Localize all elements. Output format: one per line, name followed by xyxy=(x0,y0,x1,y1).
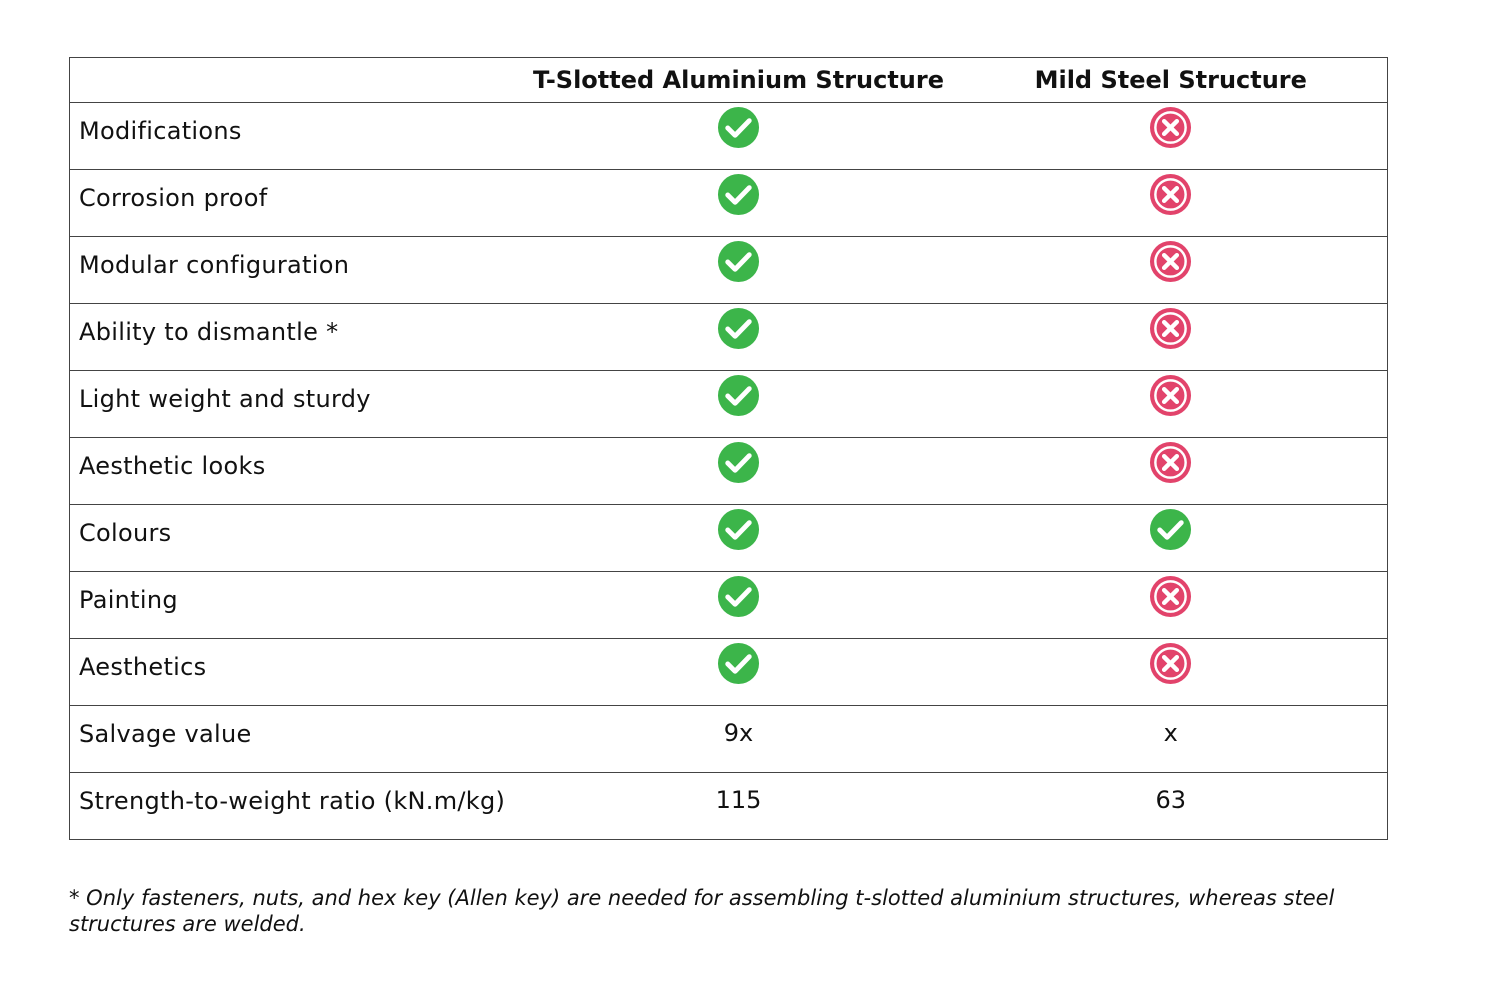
check-icon xyxy=(717,508,760,551)
aluminium-cell xyxy=(523,572,955,639)
table-body xyxy=(70,103,1388,840)
steel-cell xyxy=(955,639,1388,706)
table-row xyxy=(70,304,1388,371)
steel-value: x xyxy=(1163,719,1178,747)
steel-cell xyxy=(955,237,1388,304)
cross-icon xyxy=(1149,240,1192,283)
feature-label: Modular configuration xyxy=(70,232,523,299)
feature-label: Light weight and sturdy xyxy=(70,366,523,433)
steel-cell xyxy=(955,438,1388,505)
aluminium-cell xyxy=(523,103,955,170)
aluminium-value: 9x xyxy=(723,719,754,747)
aluminium-cell xyxy=(523,505,955,572)
aluminium-cell xyxy=(523,371,955,438)
feature-label: Colours xyxy=(70,500,523,567)
check-icon xyxy=(717,575,760,618)
feature-label: Aesthetics xyxy=(70,634,523,701)
check-icon xyxy=(717,240,760,283)
header-row xyxy=(70,58,1388,103)
steel-cell xyxy=(955,371,1388,438)
aluminium-cell xyxy=(523,639,955,706)
table-row xyxy=(70,371,1388,438)
steel-cell xyxy=(955,103,1388,170)
aluminium-value: 115 xyxy=(715,786,762,814)
aluminium-cell xyxy=(523,438,955,505)
table-row xyxy=(70,773,1388,840)
steel-cell xyxy=(955,304,1388,371)
steel-cell xyxy=(955,505,1388,572)
comparison-table xyxy=(69,57,1388,840)
feature-label: Modifications xyxy=(70,98,523,165)
cross-icon xyxy=(1149,307,1192,350)
steel-cell xyxy=(955,572,1388,639)
cross-icon xyxy=(1149,173,1192,216)
header-aluminium: T-Slotted Aluminium Structure xyxy=(523,58,955,103)
aluminium-cell xyxy=(523,237,955,304)
feature-label: Corrosion proof xyxy=(70,165,523,232)
cross-icon xyxy=(1149,575,1192,618)
table-row xyxy=(70,505,1388,572)
aluminium-cell xyxy=(523,304,955,371)
check-icon xyxy=(717,374,760,417)
steel-cell xyxy=(955,170,1388,237)
header-steel: Mild Steel Structure xyxy=(955,58,1388,103)
table-row xyxy=(70,572,1388,639)
table-row xyxy=(70,706,1388,773)
header-feature xyxy=(70,58,523,103)
table-row xyxy=(70,438,1388,505)
feature-label: Painting xyxy=(70,567,523,634)
cross-icon xyxy=(1149,374,1192,417)
feature-label: Salvage value xyxy=(70,701,523,768)
footnote: * Only fasteners, nuts, and hex key (Allen key) are needed for assembling t-slotted aluminium structures, whereas steel structures are welded. xyxy=(69,886,1335,936)
aluminium-cell xyxy=(523,706,955,773)
check-icon xyxy=(717,106,760,149)
table-row xyxy=(70,639,1388,706)
steel-value: 63 xyxy=(1155,786,1187,814)
check-icon xyxy=(1149,508,1192,551)
cross-icon xyxy=(1149,106,1192,149)
feature-label: Strength-to-weight ratio (kN.m/kg) xyxy=(70,768,523,835)
feature-label: Aesthetic looks xyxy=(70,433,523,500)
table-row xyxy=(70,103,1388,170)
steel-cell xyxy=(955,706,1388,773)
steel-cell xyxy=(955,773,1388,840)
check-icon xyxy=(717,642,760,685)
cross-icon xyxy=(1149,642,1192,685)
cross-icon xyxy=(1149,441,1192,484)
table-row xyxy=(70,170,1388,237)
aluminium-cell xyxy=(523,170,955,237)
aluminium-cell xyxy=(523,773,955,840)
table-row xyxy=(70,237,1388,304)
check-icon xyxy=(717,307,760,350)
check-icon xyxy=(717,441,760,484)
check-icon xyxy=(717,173,760,216)
feature-label: Ability to dismantle * xyxy=(70,299,523,366)
